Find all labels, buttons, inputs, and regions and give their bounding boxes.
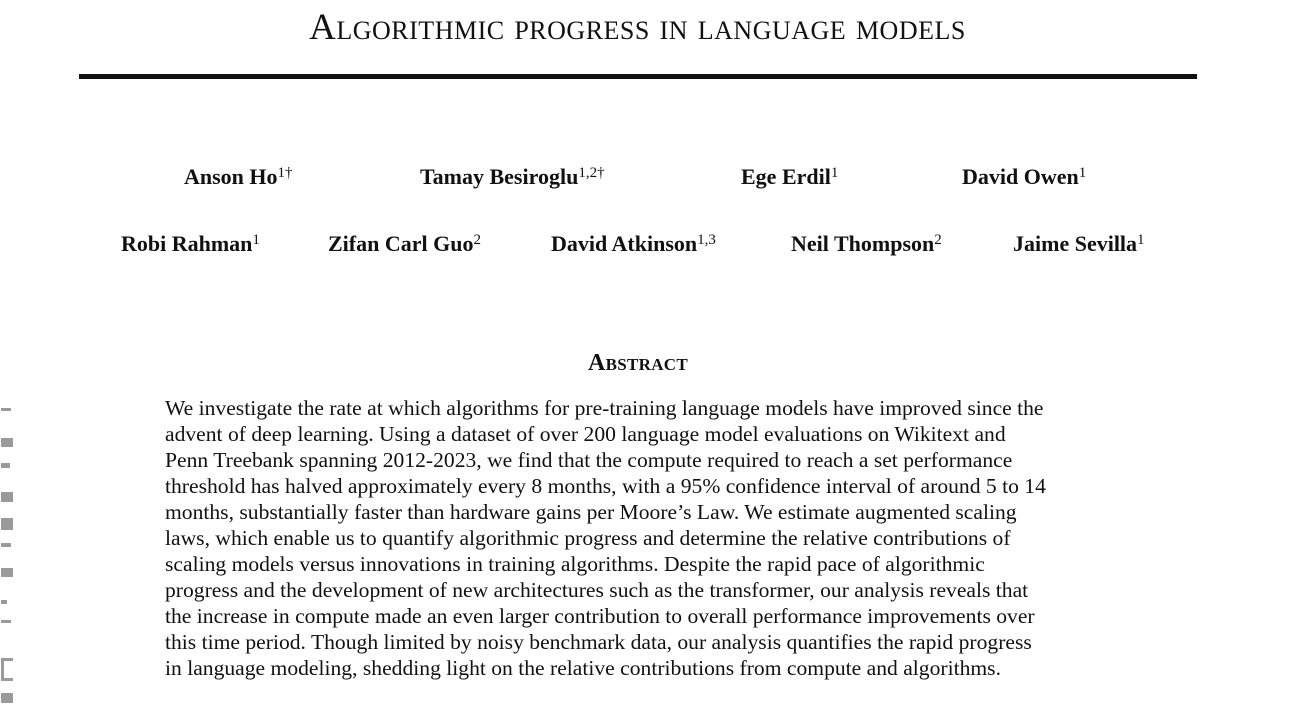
author-name: Zifan Carl Guo xyxy=(328,231,474,256)
author-name: Neil Thompson xyxy=(791,231,935,256)
author-affiliation: 1 xyxy=(1078,165,1087,181)
abstract-line: this time period. Though limited by noisy benchmark data, our analysis quantifies the rapid progress xyxy=(165,630,1032,654)
author-affiliation: 2 xyxy=(473,232,481,248)
author-name: David Atkinson xyxy=(551,231,698,256)
author-david-owen xyxy=(962,164,1086,190)
author-name: Anson Ho xyxy=(184,164,278,189)
abstract-line: We investigate the rate at which algorithms for pre-training language models have improved since the xyxy=(165,396,1044,420)
author-affiliation: 1 xyxy=(1137,232,1145,248)
abstract-heading: Abstract xyxy=(587,350,689,376)
author-affiliation: 1,3 xyxy=(697,232,716,248)
abstract-body xyxy=(165,395,1125,681)
author-zifan-carl-guo xyxy=(328,231,481,257)
abstract-line: threshold has halved approximately every 8 months, with a 95% confidence interval of around 5 to 14 xyxy=(165,474,1046,498)
paper-title: Algorithmic progress in language models xyxy=(309,7,966,48)
title-rule xyxy=(79,74,1197,79)
abstract-line: in language modeling, shedding light on the relative contributions from compute and algorithms. xyxy=(165,656,1001,680)
author-name: Tamay Besiroglu xyxy=(420,164,579,189)
author-anson-ho xyxy=(184,164,293,190)
abstract-line: Penn Treebank spanning 2012-2023, we find that the compute required to reach a set performance xyxy=(165,448,1013,472)
abstract-line: months, substantially faster than hardware gains per Moore’s Law. We estimate augmented scaling xyxy=(165,500,1017,524)
author-robi-rahman xyxy=(121,231,260,257)
author-david-atkinson xyxy=(551,231,716,257)
abstract-line: scaling models versus innovations in training algorithms. Despite the rapid pace of algorithmic xyxy=(165,552,985,576)
author-name: Jaime Sevilla xyxy=(1013,231,1138,256)
author-affiliation: 1† xyxy=(277,165,293,181)
arxiv-side-stamp xyxy=(0,408,20,715)
abstract-line: the increase in compute made an even larger contribution to overall performance improvements over xyxy=(165,604,1035,628)
author-name: Robi Rahman xyxy=(121,231,253,256)
author-name: David Owen xyxy=(962,164,1079,189)
author-affiliation: 1,2† xyxy=(578,165,605,181)
author-affiliation: 1 xyxy=(252,232,260,248)
author-neil-thompson xyxy=(791,231,942,257)
author-affiliation: 2 xyxy=(934,232,942,248)
abstract-line: advent of deep learning. Using a dataset of over 200 language model evaluations on Wikitext and xyxy=(165,422,1006,446)
author-name: Ege Erdil xyxy=(741,164,831,189)
author-ege-erdil xyxy=(741,164,838,190)
abstract-line: progress and the development of new architectures such as the transformer, our analysis reveals that xyxy=(165,578,1029,602)
author-tamay-besiroglu xyxy=(420,164,605,190)
author-jaime-sevilla xyxy=(1013,231,1145,257)
abstract-line: laws, which enable us to quantify algorithmic progress and determine the relative contributions of xyxy=(165,526,1011,550)
author-affiliation: 1 xyxy=(830,165,839,181)
